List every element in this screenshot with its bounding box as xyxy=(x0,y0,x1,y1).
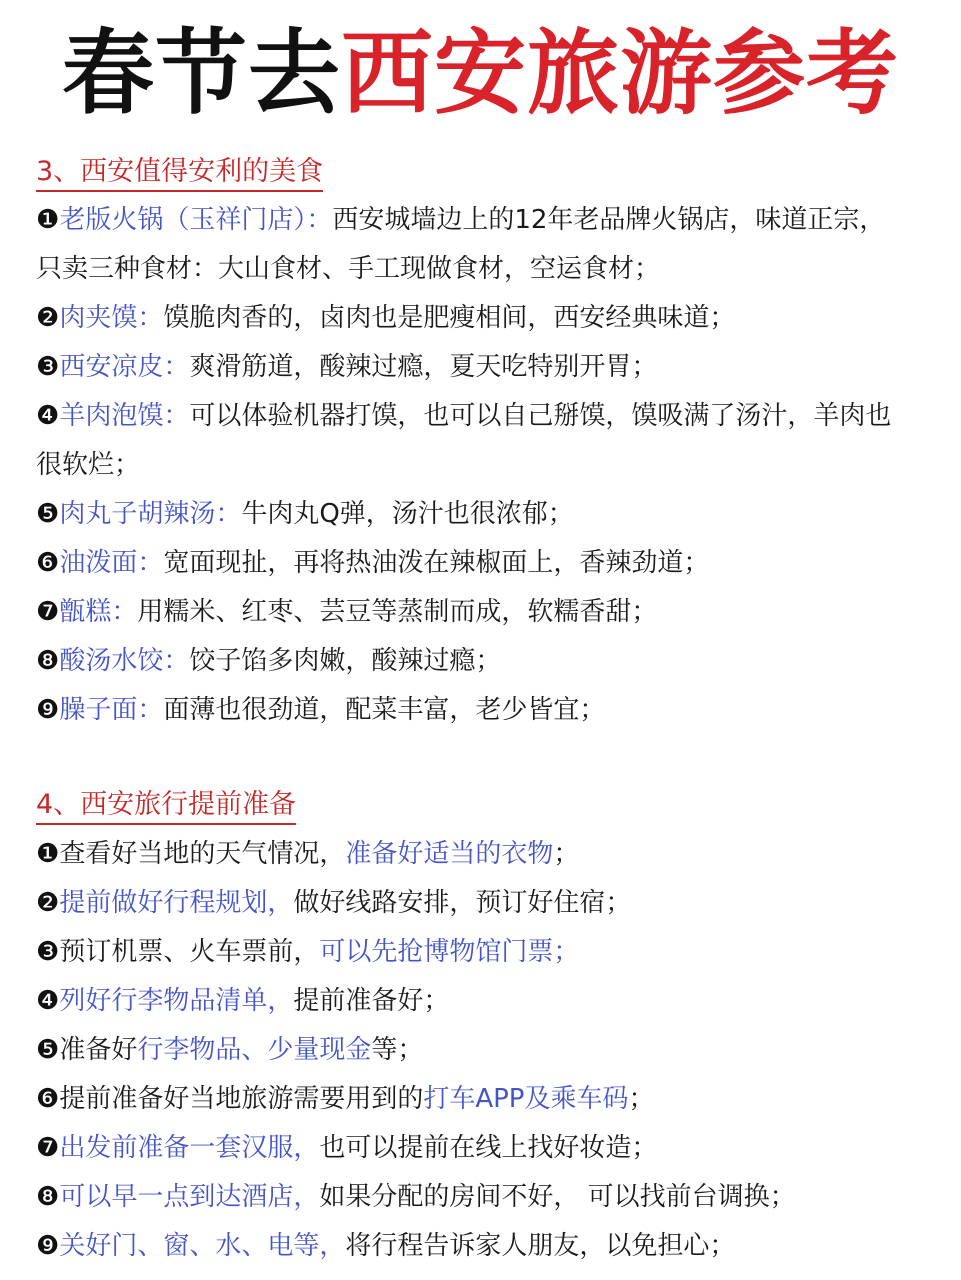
food-desc: 可以体验机器打馍，也可以自己掰馍，馍吸满了汤汁，羊肉也 xyxy=(189,401,892,431)
prep-text-end: 将行程告诉家人朋友，以免担心； xyxy=(345,1231,736,1261)
food-desc: 宽面现扯，再将热油泼在辣椒面上，香辣劲道； xyxy=(163,548,710,578)
title-part1: 春节去 xyxy=(61,19,341,127)
food-item-7 xyxy=(36,588,931,637)
item-number: ❷ xyxy=(36,303,60,333)
food-name: 西安凉皮： xyxy=(59,352,190,382)
prep-item-3 xyxy=(36,928,931,977)
food-desc-cont: 很软烂； xyxy=(36,450,141,480)
item-number: ❹ xyxy=(36,986,60,1016)
food-name: 臊子面： xyxy=(59,695,164,725)
prep-text: 查看好当地的天气情况， xyxy=(59,839,346,869)
food-name: 肉夹馍： xyxy=(59,303,164,333)
prep-highlight: 准备好适当的衣物 xyxy=(345,839,554,869)
item-number: ❺ xyxy=(36,1035,60,1065)
prep-text-end: 如果分配的房间不好， 可以找前台调换； xyxy=(319,1182,796,1212)
prep-highlight: 提前做好行程规划， xyxy=(59,888,294,918)
item-number: ❻ xyxy=(36,1084,60,1114)
food-name: 肉丸子胡辣汤： xyxy=(59,499,242,529)
prep-text-end: ； xyxy=(628,1084,655,1114)
food-item-1 xyxy=(36,196,931,294)
prep-item-8 xyxy=(36,1173,931,1222)
food-name: 老版火锅（玉祥门店）： xyxy=(59,205,333,235)
food-desc: 面薄也很劲道，配菜丰富，老少皆宜； xyxy=(163,695,606,725)
prep-item-5 xyxy=(36,1026,931,1075)
item-number: ❽ xyxy=(36,1182,60,1212)
food-item-4 xyxy=(36,392,931,490)
food-desc: 爽滑筋道，酸辣过瘾，夏天吃特别开胃； xyxy=(189,352,658,382)
section-heading-prep: 4、西安旅行提前准备 xyxy=(36,788,296,825)
prep-text: 准备好 xyxy=(59,1035,138,1065)
title-part2: 西安旅游参考 xyxy=(341,19,900,127)
item-number: ❶ xyxy=(36,839,60,869)
food-desc: 馍脆肉香的，卤肉也是肥瘦相间，西安经典味道； xyxy=(163,303,736,333)
item-number: ❻ xyxy=(36,548,60,578)
prep-highlight: 列好行李物品清单， xyxy=(59,986,294,1016)
food-name: 甑糕： xyxy=(59,597,138,627)
food-name: 酸汤水饺： xyxy=(59,646,190,676)
item-number: ❶ xyxy=(36,205,60,235)
item-number: ❸ xyxy=(36,937,60,967)
food-name: 羊肉泡馍： xyxy=(59,401,190,431)
food-desc: 饺子馅多肉嫩，酸辣过瘾； xyxy=(189,646,502,676)
food-desc: 西安城墙边上的12年老品牌火锅店，味道正宗， xyxy=(332,205,886,235)
item-number: ❾ xyxy=(36,695,60,725)
prep-text-end: 提前准备好； xyxy=(293,986,450,1016)
prep-text: 提前准备好当地旅游需要用到的 xyxy=(59,1084,424,1114)
prep-item-1 xyxy=(36,830,931,879)
food-item-3 xyxy=(36,343,931,392)
prep-text: 预订机票、火车票前， xyxy=(59,937,320,967)
food-item-6 xyxy=(36,539,931,588)
food-name: 油泼面： xyxy=(59,548,164,578)
food-desc: 用糯米、红枣、芸豆等蒸制而成，软糯香甜； xyxy=(137,597,658,627)
food-item-5 xyxy=(36,490,931,539)
item-number: ❹ xyxy=(36,401,60,431)
prep-item-7 xyxy=(36,1124,931,1173)
food-item-8 xyxy=(36,637,931,686)
item-number: ❽ xyxy=(36,646,60,676)
prep-text-end: 也可以提前在线上找好妆造； xyxy=(319,1133,658,1163)
prep-highlight: 可以先抢博物馆门票； xyxy=(319,937,580,967)
item-number: ❺ xyxy=(36,499,60,529)
food-item-9 xyxy=(36,686,931,735)
item-number: ❷ xyxy=(36,888,60,918)
item-number: ❾ xyxy=(36,1231,60,1261)
prep-item-4 xyxy=(36,977,931,1026)
prep-highlight: 行李物品、少量现金 xyxy=(137,1035,372,1065)
prep-highlight: 关好门、窗、水、电等， xyxy=(59,1231,346,1261)
prep-item-9 xyxy=(36,1222,931,1271)
item-number: ❼ xyxy=(36,1133,60,1163)
prep-item-6 xyxy=(36,1075,931,1124)
item-number: ❼ xyxy=(36,597,60,627)
page-title xyxy=(0,18,961,128)
prep-highlight: 出发前准备一套汉服， xyxy=(59,1133,320,1163)
section-heading-food: 3、西安值得安利的美食 xyxy=(36,155,323,192)
prep-text-end: 等； xyxy=(371,1035,424,1065)
food-desc-cont: 只卖三种食材：大山食材、手工现做食材，空运食材； xyxy=(36,254,661,284)
food-desc: 牛肉丸Q弹，汤汁也很浓郁； xyxy=(241,499,574,529)
prep-text-end: 做好线路安排，预订好住宿； xyxy=(293,888,632,918)
prep-highlight: 打车APP及乘车码 xyxy=(423,1084,629,1114)
prep-item-2 xyxy=(36,879,931,928)
prep-text-end: ； xyxy=(553,839,580,869)
prep-highlight: 可以早一点到达酒店， xyxy=(59,1182,320,1212)
food-item-2 xyxy=(36,294,931,343)
item-number: ❸ xyxy=(36,352,60,382)
